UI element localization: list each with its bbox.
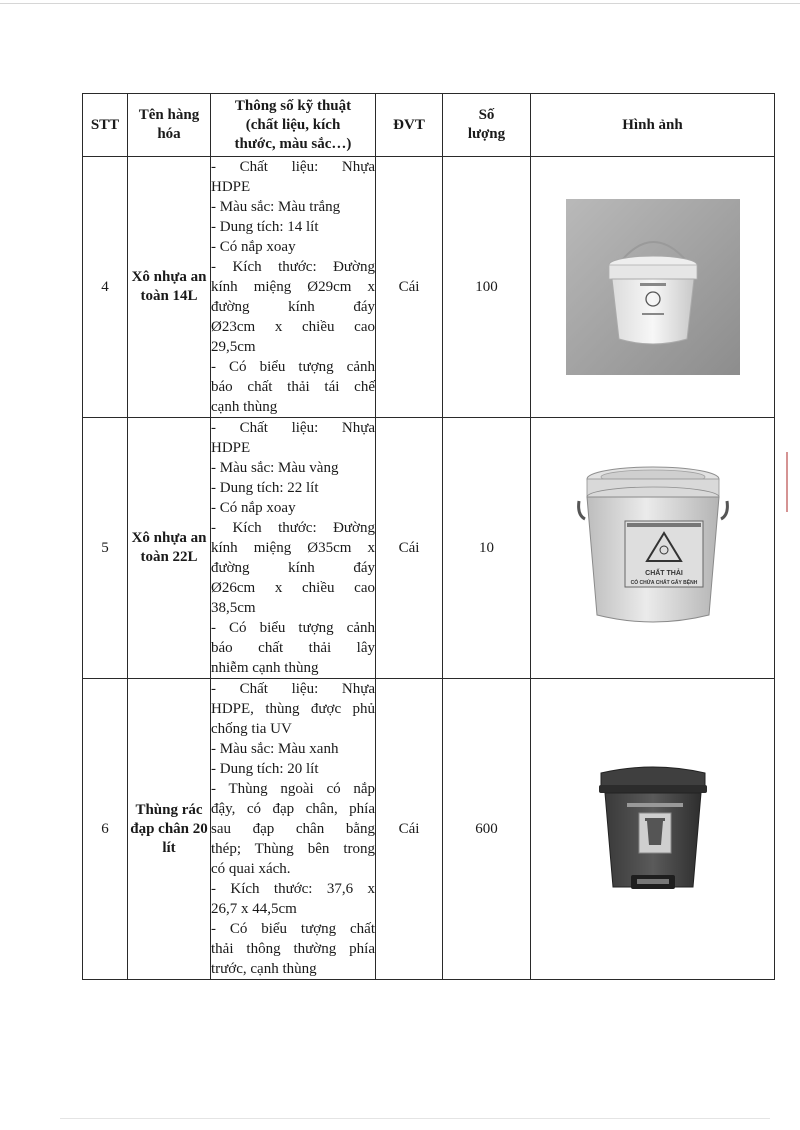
- row-spec: [211, 679, 376, 980]
- row-stt: 5: [83, 418, 128, 679]
- spec-line: - Chất liệu: Nhựa: [211, 420, 375, 436]
- spec-line: - Chất liệu: Nhựa: [211, 159, 375, 175]
- spec-table: [82, 93, 775, 980]
- table-row: [83, 679, 775, 980]
- row-qty: 100: [443, 157, 531, 418]
- spec-line: - Có biểu tượng cảnh: [211, 359, 375, 375]
- row-image-cell: [531, 157, 775, 418]
- spec-line: HDPE, thùng được phủ: [211, 701, 375, 717]
- item-name-line: Thùng rác: [135, 801, 203, 818]
- spec-line: - Kích thước: Đường: [211, 520, 375, 536]
- spec-line: - Thùng ngoài có nắp: [211, 781, 375, 797]
- spec-line: - Màu sắc: Màu vàng: [211, 460, 339, 476]
- header-spec-line: (chất liệu, kích: [245, 116, 341, 133]
- spec-line: thải thông thường phía: [211, 941, 375, 957]
- spec-line: - Có biểu tượng cảnh: [211, 620, 375, 636]
- row-spec: [211, 157, 376, 418]
- page-bottom-edge: [60, 1118, 770, 1119]
- spec-line: cạnh thùng: [211, 399, 278, 415]
- spec-line: - Kích thước: 37,6 x: [211, 881, 375, 897]
- spec-line: - Có nắp xoay: [211, 239, 296, 255]
- spec-line: đường kính đáy: [211, 560, 375, 576]
- bucket-label-line-2: CÓ CHỨA CHẤT GÂY BỆNH: [630, 580, 697, 586]
- row-unit: Cái: [376, 157, 443, 418]
- item-name-line: toàn 22L: [140, 549, 198, 565]
- row-qty: 600: [443, 679, 531, 980]
- row-image-cell: [531, 418, 775, 679]
- spec-line: - Dung tích: 20 lít: [211, 761, 319, 777]
- spec-line: chống tia UV: [211, 721, 292, 737]
- header-qty-line: Số: [478, 107, 495, 123]
- spec-line: có quai xách.: [211, 861, 291, 877]
- spec-line: trước, cạnh thùng: [211, 961, 317, 977]
- spec-line: - Màu sắc: Màu xanh: [211, 741, 339, 757]
- spec-line: - Chất liệu: Nhựa: [211, 681, 375, 697]
- spec-line: - Kích thước: Đường: [211, 259, 375, 275]
- header-spec-line: thước, màu sắc…): [234, 135, 352, 152]
- header-qty: [443, 94, 531, 157]
- spec-line: thép; Thùng bên trong: [211, 841, 375, 857]
- spec-line: HDPE: [211, 179, 251, 195]
- header-spec: [211, 94, 376, 157]
- spec-line: - Có biểu tượng chất: [211, 921, 375, 937]
- header-spec-line: Thông số kỹ thuật: [234, 97, 352, 114]
- spec-line: báo chất thải lây: [211, 640, 375, 656]
- table-row: [83, 418, 775, 679]
- row-spec: [211, 418, 376, 679]
- page-top-edge: [0, 3, 800, 4]
- header-name: Tên hàng hóa: [128, 94, 211, 157]
- item-name-line: đạp chân 20 lít: [130, 820, 208, 856]
- spec-line: - Màu sắc: Màu trắng: [211, 199, 341, 215]
- spec-line: 29,5cm: [211, 339, 256, 355]
- row-item-name: [128, 418, 211, 679]
- header-unit: ĐVT: [376, 94, 443, 157]
- spec-line: báo chất thải tái chế: [211, 379, 375, 395]
- white-bucket-photo: [566, 199, 740, 375]
- row-unit: Cái: [376, 418, 443, 679]
- header-qty-line: lượng: [467, 126, 506, 142]
- table-row: [83, 157, 775, 418]
- spec-line: Ø23cm x chiều cao: [211, 319, 375, 335]
- spec-line: 38,5cm: [211, 600, 256, 616]
- spec-line: đậy, có đạp chân, phía: [211, 801, 375, 817]
- row-item-name: [128, 679, 211, 980]
- spec-line: HDPE: [211, 440, 251, 456]
- spec-line: 26,7 x 44,5cm: [211, 901, 297, 917]
- row-image-cell: [531, 679, 775, 980]
- spec-line: - Có nắp xoay: [211, 500, 296, 516]
- item-name-line: Xô nhựa an: [131, 530, 207, 546]
- row-unit: Cái: [376, 679, 443, 980]
- header-image: Hình ảnh: [531, 94, 775, 157]
- spec-line: - Dung tích: 22 lít: [211, 480, 319, 496]
- header-stt: STT: [83, 94, 128, 157]
- yellow-bucket-photo: [573, 463, 733, 633]
- spec-line: nhiễm cạnh thùng: [211, 660, 319, 676]
- spec-line: sau đạp chân bằng: [211, 821, 375, 837]
- spec-line: kính miệng Ø29cm x: [211, 279, 375, 295]
- bucket-label-line-1: CHẤT THẢI: [644, 570, 683, 577]
- spec-line: - Dung tích: 14 lít: [211, 219, 319, 235]
- spec-line: Ø26cm x chiều cao: [211, 580, 375, 596]
- row-stt: 6: [83, 679, 128, 980]
- spec-line: kính miệng Ø35cm x: [211, 540, 375, 556]
- row-stt: 4: [83, 157, 128, 418]
- item-name-line: Xô nhựa an: [131, 269, 207, 285]
- row-item-name: [128, 157, 211, 418]
- row-qty: 10: [443, 418, 531, 679]
- stamp-fragment: [786, 452, 800, 512]
- spec-line: đường kính đáy: [211, 299, 375, 315]
- item-name-line: toàn 14L: [140, 288, 198, 304]
- table-header-row: [83, 94, 775, 157]
- pedal-bin-photo: [593, 759, 713, 899]
